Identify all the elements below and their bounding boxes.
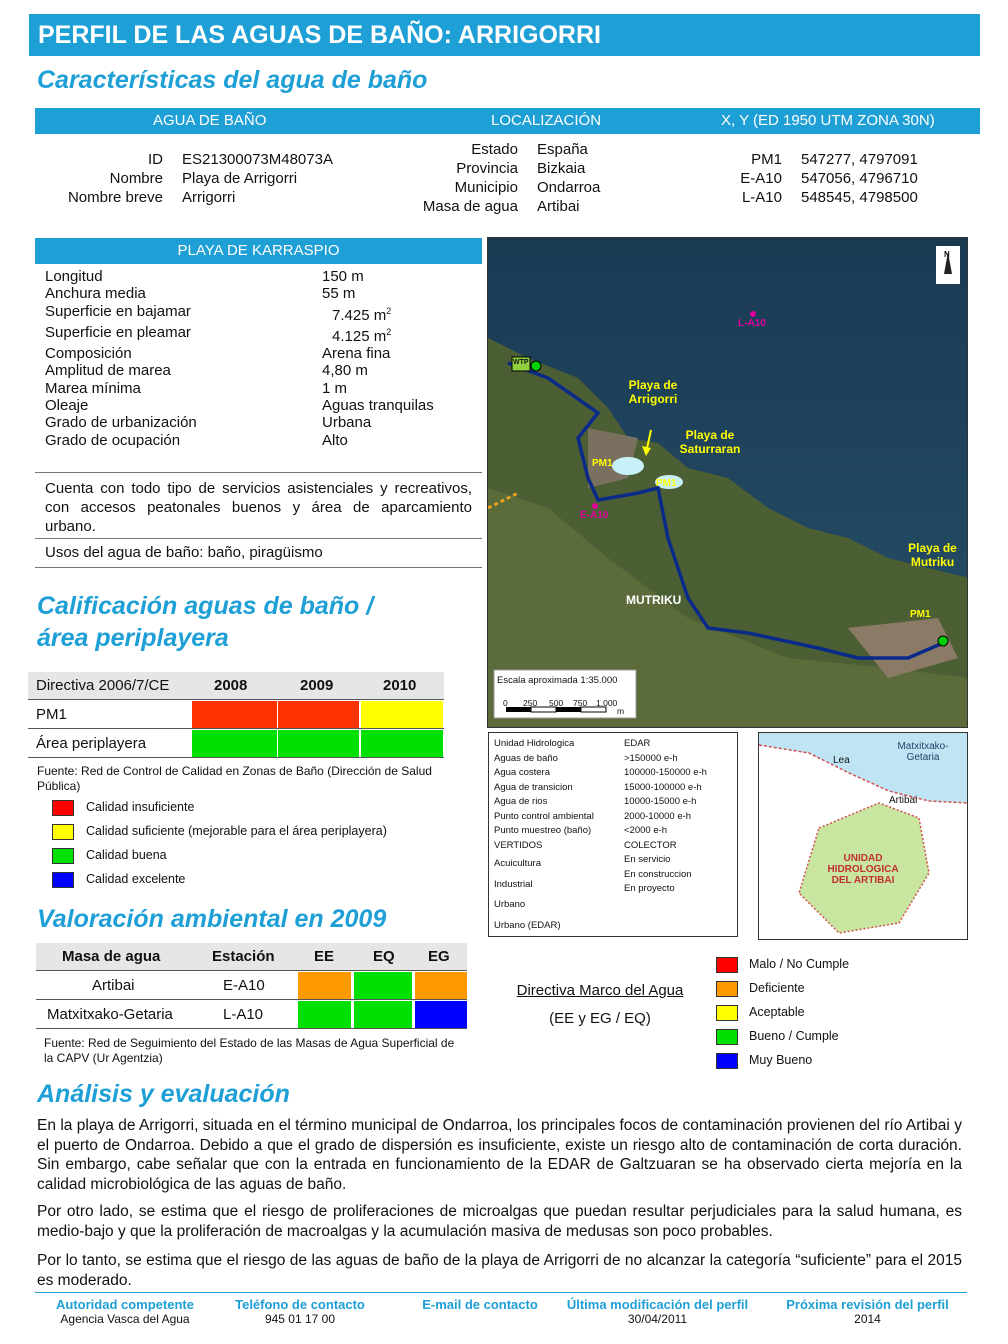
scale-title: Escala aproximada 1:35.000 xyxy=(497,675,618,686)
agua-values xyxy=(182,150,333,207)
id-value: ES21300073M48073A xyxy=(182,151,333,168)
section-heading-caracteristicas: Características del agua de baño xyxy=(37,66,428,94)
coord-value: 548545, 4798500 xyxy=(801,189,918,206)
coord-label: PM1 xyxy=(751,151,782,168)
wtp-icon: WTP xyxy=(513,359,529,366)
nombre-value: Playa de Arrigorri xyxy=(182,170,298,187)
inset-map[interactable] xyxy=(758,732,968,940)
calif-cell xyxy=(361,701,443,728)
footer-rule xyxy=(35,1292,967,1293)
inset-label-artibai: Artibai xyxy=(889,795,918,806)
section-heading-valoracion: Valoración ambiental en 2009 xyxy=(37,905,387,933)
playa-servicios: Cuenta con todo tipo de servicios asistenciales y recreativos, con accesos peatonales buenos y área de aparcamiento urbano. xyxy=(35,472,482,538)
breve-value: Arrigorri xyxy=(182,189,236,206)
municipio-label: Municipio xyxy=(454,179,518,196)
label-pm1: PM1 xyxy=(910,609,931,620)
agua-labels xyxy=(40,150,163,207)
calif-fuente: Fuente: Red de Control de Calidad en Zonas de Baño (Dirección de Salud Pública) xyxy=(37,764,432,793)
label-pm1: PM1 xyxy=(656,478,677,489)
dma-label: Directiva Marco del Agua (EE y EG / EQ) xyxy=(516,982,684,1027)
legend-right: EDAR >150000 e-h 100000-150000 e-h 15000-100000 e-h 10000-15000 e-h 2000-10000 e-h <2000 e-h COLECTOR En servicio En construccion En proyecto xyxy=(624,738,707,894)
valor-table xyxy=(36,943,467,1029)
label-mutriku-playa: Playa de Mutriku xyxy=(908,541,957,569)
satellite-map[interactable]: Playa de Arrigorri Playa de Saturraran Playa de Mutriku MUTRIKU L-A10 E-A10 PM1 PM1 PM1 N WTP Escala aproximada 1:35.000 0 250 500 750 1,000 m xyxy=(487,237,968,728)
calif-cell xyxy=(361,730,443,757)
valor-row: Artibai E-A10 xyxy=(36,971,467,1000)
coord-label: E-A10 xyxy=(740,170,782,187)
coord-label: L-A10 xyxy=(741,189,782,206)
nombre-label: Nombre xyxy=(109,170,163,187)
loc-values xyxy=(537,140,600,216)
inset-label-unidad: UNIDAD HIDROLOGICA DEL ARTIBAI xyxy=(827,853,899,886)
playa-row: Composición Arena fina xyxy=(45,345,391,363)
calif-cell xyxy=(278,701,359,728)
label-l-a10: L-A10 xyxy=(738,318,766,329)
label-mutriku: MUTRIKU xyxy=(626,593,682,607)
label-pm1: PM1 xyxy=(592,458,613,469)
playa-table xyxy=(35,238,482,568)
valor-fuente: Fuente: Red de Seguimiento del Estado de las Masas de Agua Superficial de la CAPV (Ur Agentzia) xyxy=(44,1036,455,1065)
calif-cell xyxy=(192,701,277,728)
inset-label-lea: Lea xyxy=(833,755,850,766)
coord-labels xyxy=(700,150,782,207)
id-label: ID xyxy=(148,151,163,168)
playa-row: Superficie en bajamar 7.425 $m^2$ xyxy=(45,302,392,324)
playa-row: Marea mínima 1 m xyxy=(45,379,348,397)
estado-value: España xyxy=(537,141,588,158)
calif-table xyxy=(28,672,444,758)
loc-labels xyxy=(390,140,518,216)
label-saturraran: Playa de Saturraran xyxy=(679,428,741,456)
analisis-p3: Por lo tanto, se estima que el riesgo de las aguas de baño de la playa de Arrigorri de no alcanzar la categoría “suficiente” para el 2015 es moderado. xyxy=(37,1252,962,1289)
legend-left: Unidad Hidrologica Aguas de baño Agua costera Agua de transicion Agua de rios Punto control ambiental Punto muestreo (baño) VERTIDOS Acuicultura Industrial Urbano Urbano (EDAR) xyxy=(494,738,594,931)
header-coords: X, Y (ED 1950 UTM ZONA 30N) xyxy=(721,112,935,129)
playa-rows xyxy=(35,264,482,472)
calif-cell xyxy=(192,730,277,757)
playa-row: Grado de urbanización Urbana xyxy=(45,414,372,432)
masa-label: Masa de agua xyxy=(422,198,518,215)
municipio-value: Ondarroa xyxy=(537,179,601,196)
calif-row-area: Área periplayera xyxy=(28,729,444,758)
valor-row: Matxitxako-Getaria L-A10 xyxy=(36,1000,467,1029)
header-localizacion: LOCALIZACIÓN xyxy=(491,112,602,129)
section-heading-analisis: Análisis y evaluación xyxy=(37,1080,290,1108)
map-svg xyxy=(488,238,968,728)
playa-row: Grado de ocupación Alto xyxy=(45,431,348,449)
calif-cell xyxy=(278,730,359,757)
playa-header: PLAYA DE KARRASPIO xyxy=(35,238,482,264)
page-title: PERFIL DE LAS AGUAS DE BAÑO: ARRIGORRI xyxy=(29,14,980,56)
header-agua: AGUA DE BAÑO xyxy=(153,112,267,129)
breve-label: Nombre breve xyxy=(67,189,163,206)
coord-value: 547056, 4796710 xyxy=(801,170,918,187)
analisis-p1: En la playa de Arrigorri, situada en el término municipal de Ondarroa, los principales focos de contaminación provienen del río Artibai y el puerto de Ondarroa. Debido a que el grado de dispersión es insuficiente, existe un riesgo alto de contaminación de corta duración. Sin embargo, cabe señalar que con la entrada en funcionamiento de la EDAR de Galtzuaran se ha observado cierta mejoría en la calidad microbiológica de las aguas de baño. xyxy=(37,1117,962,1193)
inset-svg xyxy=(759,733,968,940)
playa-row: Amplitud de marea 4,80 m xyxy=(45,362,368,380)
estado-label: Estado xyxy=(471,141,518,158)
playa-usos: Usos del agua de baño: baño, piragüismo xyxy=(35,538,482,568)
info-header-bar xyxy=(35,108,980,134)
valor-header: Masa de agua Estación EE EQ EG xyxy=(36,943,467,971)
playa-row: Anchura media 55 m xyxy=(45,285,356,303)
playa-row: Longitud 150 m xyxy=(45,268,364,285)
map-legend xyxy=(488,732,738,937)
coord-values xyxy=(801,150,918,207)
section-heading-calificacion: Calificación aguas de baño / área periplayera xyxy=(37,592,374,652)
calif-header: Directiva 2006/7/CE 2008 2009 2010 xyxy=(28,672,444,700)
coord-value: 547277, 4797091 xyxy=(801,151,918,168)
masa-value: Artibai xyxy=(537,198,580,215)
label-e-a10: E-A10 xyxy=(580,510,609,521)
north-arrow-icon: N xyxy=(944,250,950,259)
calif-row-pm1: PM1 xyxy=(28,700,444,729)
provincia-value: Bizkaia xyxy=(537,160,586,177)
label-arrigorri: Playa de Arrigorri xyxy=(628,378,678,406)
playa-row: Superficie en pleamar 4.125 $m^2$ xyxy=(45,323,392,345)
inset-label-mar: Matxitxako- Getaria xyxy=(897,741,949,763)
provincia-label: Provincia xyxy=(456,160,518,177)
analisis-p2: Por otro lado, se estima que el riesgo de proliferaciones de microalgas que puedan resultar perjudiciales para la salud humana, es medio-bajo y que la proliferación de macroalgas y la acumulación masiva de medusas son poco probables. xyxy=(37,1203,962,1240)
playa-row: Oleaje Aguas tranquilas xyxy=(45,397,434,415)
